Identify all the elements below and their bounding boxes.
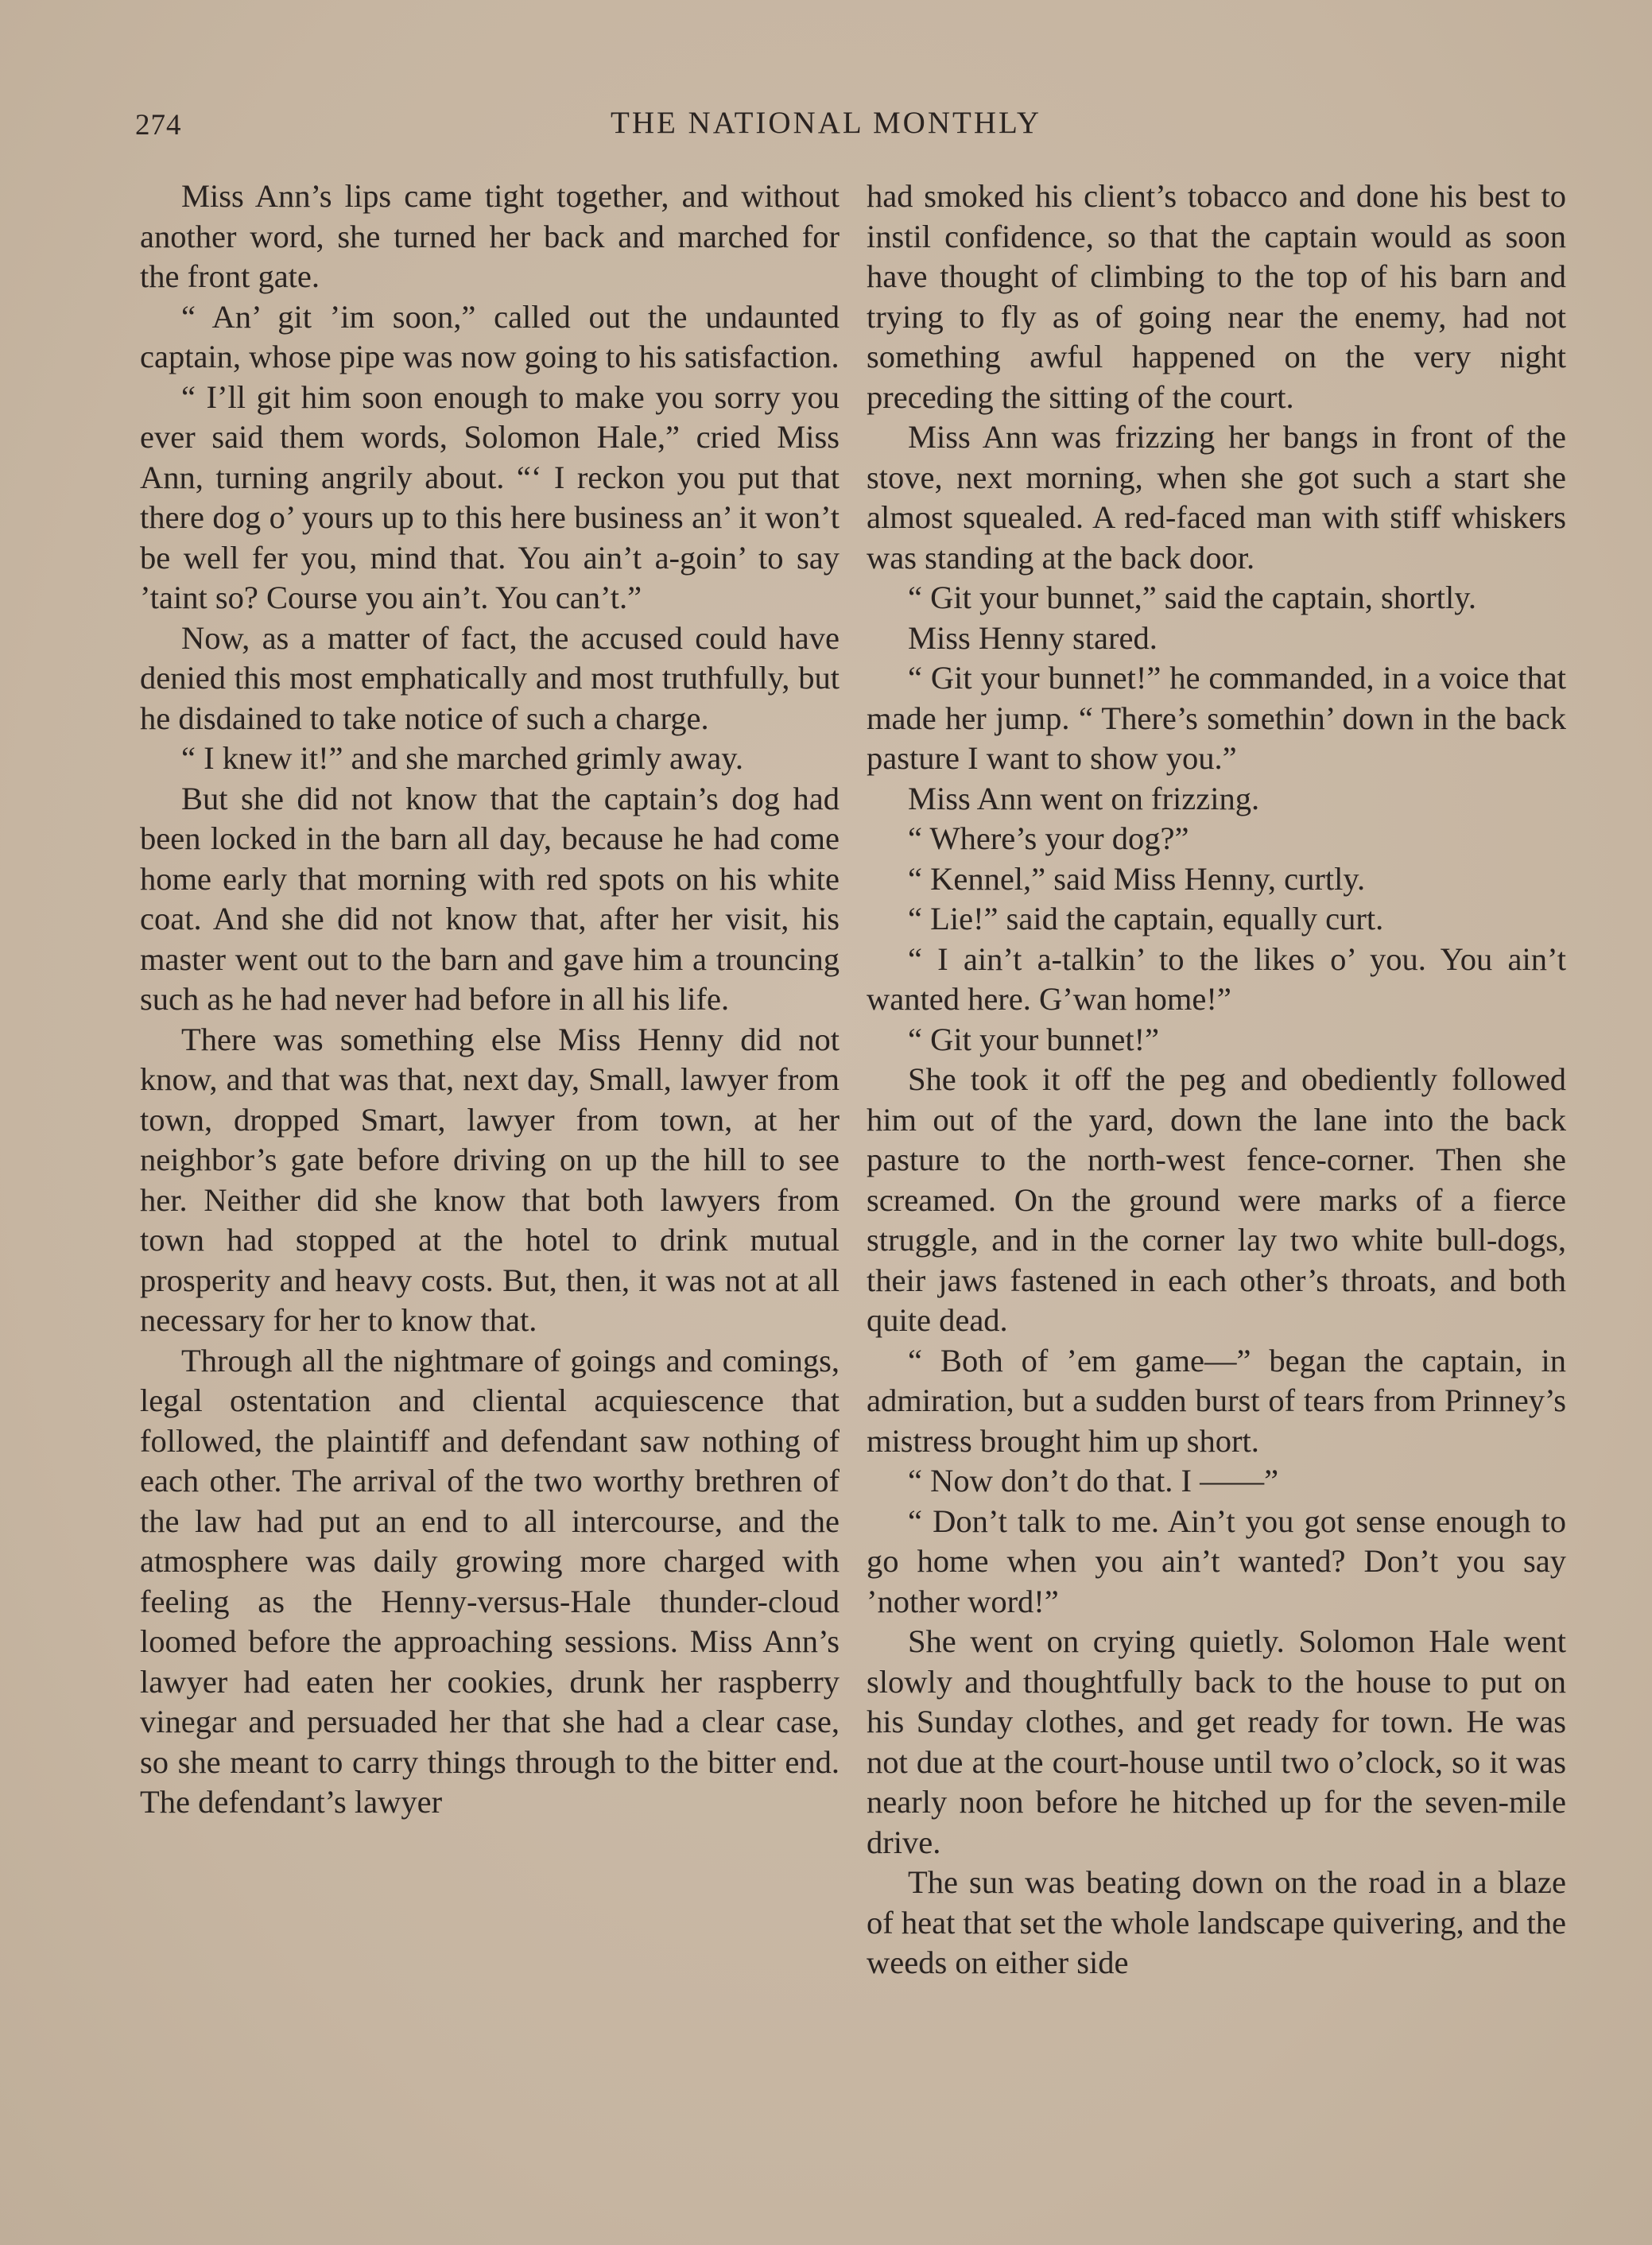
paragraph: She went on crying quietly. Solomon Hale went slowly and thoughtfully back to the house to put on his Sunday clothes, and get ready for town. He was not due at the court-house until two o’clock, so it was nearly noon before he hitched up for the seven-mile drive. (867, 1623, 1566, 1860)
paragraph: “ Git your bunnet!” (908, 1021, 1160, 1057)
running-head: THE NATIONAL MONTHLY (611, 106, 1042, 140)
paragraph: “ An’ git ’im soon,” called out the undaunted captain, whose pipe was now going to his satisfaction. (140, 298, 840, 374)
paragraph: But she did not know that the captain’s dog had been locked in the barn all day, because he had come home early that morning with red spots on his white coat. And she did not know that, after her visit, his master went out to the barn and gave him a trouncing such as he had never had before in all his life. (140, 780, 840, 1017)
paragraph: There was something else Miss Henny did not know, and that was that, next day, Small, lawyer from town, dropped Smart, lawyer from town, at her neighbor’s gate before driving on up the hill to see her. Neither did she know that both lawyers from town had stopped at the hotel to drink mutual prosperity and heavy costs. But, then, it was not at all necessary for her to know that. (140, 1021, 840, 1338)
page-header (135, 102, 1089, 149)
paragraph: Miss Ann was frizzing her bangs in front of the stove, next morning, when she got such a start she almost squealed. A red-faced man with stiff whiskers was standing at the back door. (867, 419, 1566, 576)
left-column (140, 176, 840, 1823)
paragraph: Now, as a matter of fact, the accused could have denied this most emphatically and most truthfully, but he disdained to take notice of such a charge. (140, 619, 840, 736)
right-column (867, 176, 1566, 1983)
paragraph: Miss Ann went on frizzing. (908, 780, 1260, 816)
paragraph: “ I knew it!” and she marched grimly away. (181, 740, 743, 776)
paragraph: She took it off the peg and obediently followed him out of the yard, down the lane into the back pasture to the north-west fence-corner. Then she screamed. On the ground were marks of a fierce struggle, and in the corner lay two white bull-dogs, their jaws fastened in each other’s throats, and both quite dead. (867, 1061, 1566, 1338)
paragraph-continued: had smoked his client’s tobacco and done his best to instil confidence, so that the captain would as soon have thought of climbing to the top of his barn and trying to fly as of going near the enemy, had not something awful happened on the very night preceding the sitting of the court. (867, 178, 1566, 415)
paragraph: “ I’ll git him soon enough to make you sorry you ever said them words, Solomon Hale,” cried Miss Ann, turning angrily about. “‘ I reckon you put that there dog o’ yours up to this here business an’ it won’t be well fer you, mind that. You ain’t a-goin’ to say ’taint so? Course you ain’t. You can’t.” (140, 378, 840, 615)
paragraph: “ Git your bunnet,” said the captain, shortly. (908, 580, 1476, 615)
paragraph: The sun was beating down on the road in a blaze of heat that set the whole landscape quivering, and the weeds on either side (867, 1864, 1566, 1980)
paragraph: “ Git your bunnet!” he commanded, in a voice that made her jump. “ There’s somethin’ down in the back pasture I want to show you.” (867, 660, 1566, 776)
paragraph: Miss Ann’s lips came tight together, and without another word, she turned her back and marched for the front gate. (140, 178, 840, 294)
paragraph: Through all the nightmare of goings and comings, legal ostentation and cliental acquiescence that followed, the plaintiff and defendant saw nothing of each other. The arrival of the two worthy brethren of the law had put an end to all intercourse, and the atmosphere was daily growing more charged with feeling as the Henny-versus-Hale thunder-cloud loomed before the approaching sessions. Miss Ann’s lawyer had eaten her cookies, drunk her raspberry vinegar and persuaded her that she had a clear case, so she meant to carry things through to the bitter end. The defendant’s lawyer (140, 1342, 840, 1820)
paragraph: “ Kennel,” said Miss Henny, curtly. (908, 860, 1366, 897)
paragraph: “ Don’t talk to me. Ain’t you got sense enough to go home when you ain’t wanted? Don’t you say ’nother word!” (867, 1502, 1566, 1619)
paragraph: “ I ain’t a-talkin’ to the likes o’ you. You ain’t wanted here. G’wan home!” (867, 940, 1566, 1017)
paragraph: “ Now don’t do that. I ——” (908, 1463, 1279, 1499)
paragraph: “ Lie!” said the captain, equally curt. (908, 901, 1384, 936)
paragraph: “ Where’s your dog?” (908, 820, 1189, 856)
paragraph: “ Both of ’em game—” began the captain, in admiration, but a sudden burst of tears from Prinney’s mistress brought him up short. (867, 1342, 1566, 1459)
paragraph: Miss Henny stared. (908, 619, 1158, 656)
page-number: 274 (135, 109, 182, 142)
